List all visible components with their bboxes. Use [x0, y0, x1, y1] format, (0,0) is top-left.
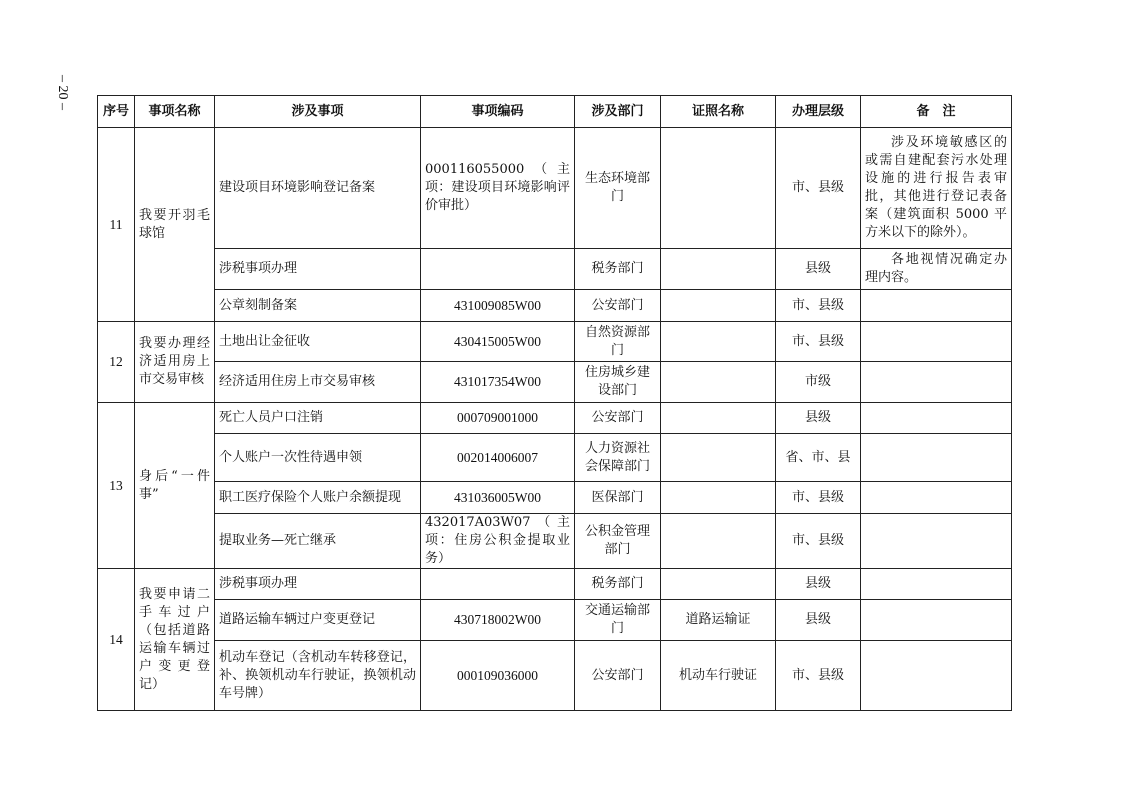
code-cell: 431017354W00: [421, 362, 575, 403]
item-cell: 涉税事项办理: [215, 249, 421, 290]
license-cell: [661, 362, 776, 403]
header-item: 涉及事项: [215, 96, 421, 128]
header-note: 备 注: [861, 96, 1012, 128]
group-no: 12: [98, 322, 135, 403]
header-name: 事项名称: [135, 96, 215, 128]
note-cell: [861, 434, 1012, 482]
header-code: 事项编码: [421, 96, 575, 128]
code-cell: 431036005W00: [421, 482, 575, 514]
item-cell: 职工医疗保险个人账户余额提现: [215, 482, 421, 514]
level-cell: 市、县级: [776, 641, 861, 711]
dept-cell: 生态环境部门: [575, 128, 661, 249]
table-row: [98, 600, 1012, 641]
item-cell: 机动车登记（含机动车转移登记，补、换领机动车行驶证，换领机动车号牌）: [215, 641, 421, 711]
item-cell: 提取业务—死亡继承: [215, 514, 421, 569]
level-cell: 县级: [776, 403, 861, 434]
group-no: 14: [98, 569, 135, 711]
code-cell: 000709001000: [421, 403, 575, 434]
header-row: [98, 96, 1012, 128]
note-cell: [861, 322, 1012, 362]
item-cell: 经济适用住房上市交易审核: [215, 362, 421, 403]
note-cell: [861, 514, 1012, 569]
item-cell: 道路运输车辆过户变更登记: [215, 600, 421, 641]
dept-cell: 税务部门: [575, 569, 661, 600]
level-cell: 市、县级: [776, 290, 861, 322]
dept-cell: 医保部门: [575, 482, 661, 514]
table-row: [98, 249, 1012, 290]
note-cell: [861, 362, 1012, 403]
level-cell: 市、县级: [776, 322, 861, 362]
code-cell: 430718002W00: [421, 600, 575, 641]
code-cell: 432017A03W07（主项：住房公积金提取业务）: [421, 514, 575, 569]
header-no: 序号: [98, 96, 135, 128]
code-cell: [421, 569, 575, 600]
level-cell: 县级: [776, 600, 861, 641]
note-cell: [861, 569, 1012, 600]
table-row: [98, 403, 1012, 434]
item-cell: 建设项目环境影响登记备案: [215, 128, 421, 249]
note-cell: [861, 482, 1012, 514]
level-cell: 省、市、县: [776, 434, 861, 482]
license-cell: [661, 290, 776, 322]
note-cell: [861, 641, 1012, 711]
code-cell: 431009085W00: [421, 290, 575, 322]
dept-cell: 自然资源部门: [575, 322, 661, 362]
page-number: – 20 –: [55, 74, 70, 110]
table-row: [98, 434, 1012, 482]
table-row: [98, 290, 1012, 322]
code-cell: 002014006007: [421, 434, 575, 482]
item-cell: 公章刻制备案: [215, 290, 421, 322]
code-cell: [421, 249, 575, 290]
dept-cell: 税务部门: [575, 249, 661, 290]
level-cell: 市、县级: [776, 128, 861, 249]
license-cell: [661, 322, 776, 362]
level-cell: 县级: [776, 249, 861, 290]
table-row: [98, 641, 1012, 711]
code-cell: 430415005W00: [421, 322, 575, 362]
item-cell: 涉税事项办理: [215, 569, 421, 600]
license-cell: [661, 434, 776, 482]
note-cell: [861, 600, 1012, 641]
note-cell: 涉及环境敏感区的或需自建配套污水处理设施的进行报告表审批，其他进行登记表备案（建筑面积 5000 平方米以下的除外）。: [861, 128, 1012, 249]
note-cell: [861, 290, 1012, 322]
license-cell: 机动车行驶证: [661, 641, 776, 711]
license-cell: [661, 514, 776, 569]
note-cell: [861, 403, 1012, 434]
note-cell: 各地视情况确定办理内容。: [861, 249, 1012, 290]
table-row: [98, 128, 1012, 249]
item-cell: 个人账户一次性待遇申领: [215, 434, 421, 482]
level-cell: 县级: [776, 569, 861, 600]
license-cell: [661, 403, 776, 434]
group-no: 13: [98, 403, 135, 569]
license-cell: [661, 569, 776, 600]
item-cell: 死亡人员户口注销: [215, 403, 421, 434]
table-row: [98, 322, 1012, 362]
group-name: 我要申请二手车过户（包括道路运输车辆过户变更登记）: [135, 569, 215, 711]
code-cell: 000109036000: [421, 641, 575, 711]
level-cell: 市、县级: [776, 482, 861, 514]
code-cell: 000116055000（主项：建设项目环境影响评价审批）: [421, 128, 575, 249]
level-cell: 市、县级: [776, 514, 861, 569]
header-dept: 涉及部门: [575, 96, 661, 128]
header-license: 证照名称: [661, 96, 776, 128]
dept-cell: 公安部门: [575, 290, 661, 322]
table-row: [98, 482, 1012, 514]
dept-cell: 公安部门: [575, 641, 661, 711]
dept-cell: 公积金管理部门: [575, 514, 661, 569]
dept-cell: 人力资源社会保障部门: [575, 434, 661, 482]
level-cell: 市级: [776, 362, 861, 403]
group-name: 身后“一件事”: [135, 403, 215, 569]
item-cell: 土地出让金征收: [215, 322, 421, 362]
group-no: 11: [98, 128, 135, 322]
dept-cell: 交通运输部门: [575, 600, 661, 641]
license-cell: [661, 249, 776, 290]
group-name: 我要办理经济适用房上市交易审核: [135, 322, 215, 403]
dept-cell: 住房城乡建设部门: [575, 362, 661, 403]
dept-cell: 公安部门: [575, 403, 661, 434]
table-row: [98, 514, 1012, 569]
license-cell: 道路运输证: [661, 600, 776, 641]
license-cell: [661, 128, 776, 249]
license-cell: [661, 482, 776, 514]
group-name: 我要开羽毛球馆: [135, 128, 215, 322]
matters-table: [97, 95, 1012, 711]
table-row: [98, 362, 1012, 403]
table-row: [98, 569, 1012, 600]
header-level: 办理层级: [776, 96, 861, 128]
